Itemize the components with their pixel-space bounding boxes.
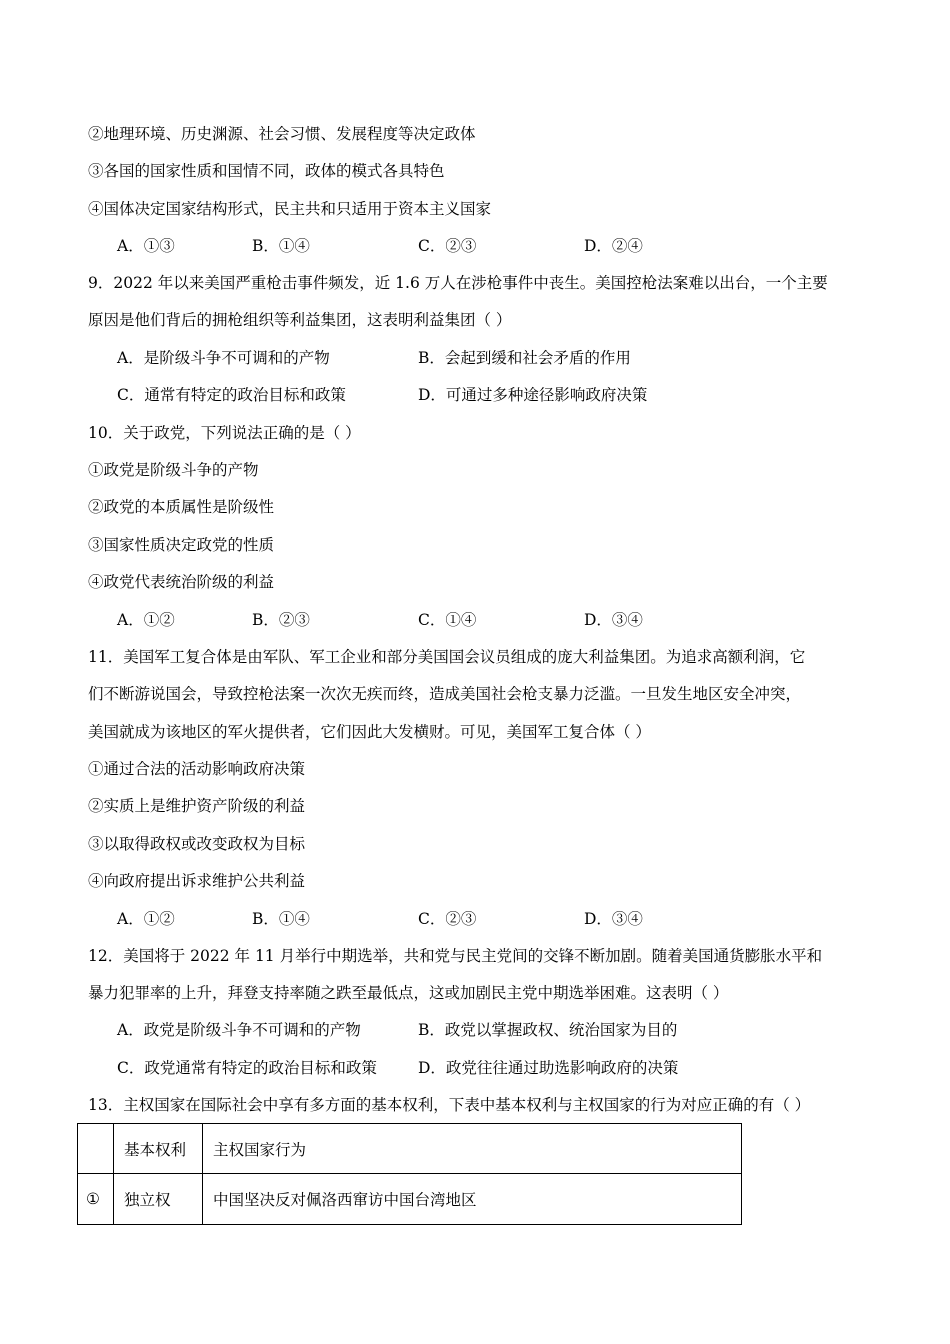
q11-stem-line-3: 美国就成为该地区的军火提供者，它们因此大发横财。可见，美国军工复合体（ ） <box>88 723 651 741</box>
q10-statement-3: ③国家性质决定政党的性质 <box>88 536 275 554</box>
q10-option-c: C．①④ <box>418 611 477 629</box>
q10-stem: 10．关于政党，下列说法正确的是（ ） <box>88 424 361 442</box>
statement-4: ④国体决定国家结构形式，民主共和只适用于资本主义国家 <box>88 200 492 218</box>
q10-statement-2: ②政党的本质属性是阶级性 <box>88 498 275 516</box>
table-header-cell: 基本权利 <box>114 1124 203 1174</box>
option-c: C．②③ <box>418 237 477 255</box>
q11-statement-2: ②实质上是维护资产阶级的利益 <box>88 797 306 815</box>
q10-statement-4: ④政党代表统治阶级的利益 <box>88 573 275 591</box>
q12-stem-line-1: 12．美国将于 2022 年 11 月举行中期选举，共和党与民主党间的交锋不断加剧。随着美国通货膨胀水平和 <box>88 947 823 965</box>
q11-stem-line-2: 们不断游说国会，导致控枪法案一次次无疾而终，造成美国社会枪支暴力泛滥。一旦发生地区安全冲突， <box>88 685 802 703</box>
q13-stem: 13．主权国家在国际社会中享有多方面的基本权利，下表中基本权利与主权国家的行为对应正确的有（ ） <box>88 1096 811 1114</box>
q9-stem-line-1: 9．2022 年以来美国严重枪击事件频发，近 1.6 万人在涉枪事件中丧生。美国控枪法案难以出台，一个主要 <box>88 274 828 292</box>
q11-statement-1: ①通过合法的活动影响政府决策 <box>88 760 306 778</box>
rights-table <box>77 1123 742 1225</box>
statement-3: ③各国的国家性质和国情不同，政体的模式各具特色 <box>88 162 445 180</box>
option-b: B．①④ <box>252 237 310 255</box>
q10-option-a: A．①② <box>117 611 175 629</box>
q10-option-d: D．③④ <box>584 611 643 629</box>
table-header-row <box>78 1124 742 1174</box>
q11-stem-line-1: 11．美国军工复合体是由军队、军工企业和部分美国国会议员组成的庞大利益集团。为追求高额利润，它 <box>88 648 806 666</box>
q9-option-d: D．可通过多种途径影响政府决策 <box>418 386 648 404</box>
q11-statement-4: ④向政府提出诉求维护公共利益 <box>88 872 306 890</box>
q9-option-a: A．是阶级斗争不可调和的产物 <box>117 349 330 367</box>
q11-option-b: B．①④ <box>252 910 310 928</box>
q12-option-a: A．政党是阶级斗争不可调和的产物 <box>117 1021 361 1039</box>
table-row <box>78 1174 742 1225</box>
q9-option-c: C．通常有特定的政治目标和政策 <box>117 386 346 404</box>
q10-option-b: B．②③ <box>252 611 310 629</box>
table-header-cell <box>78 1124 114 1174</box>
q10-statement-1: ①政党是阶级斗争的产物 <box>88 461 259 479</box>
option-a: A．①③ <box>117 237 175 255</box>
q11-option-c: C．②③ <box>418 910 477 928</box>
q9-option-b: B．会起到缓和社会矛盾的作用 <box>418 349 631 367</box>
table-header-cell: 主权国家行为 <box>203 1124 742 1174</box>
q11-option-d: D．③④ <box>584 910 643 928</box>
q9-stem-line-2: 原因是他们背后的拥枪组织等利益集团，这表明利益集团（ ） <box>88 311 512 329</box>
q11-statement-3: ③以取得政权或改变政权为目标 <box>88 835 306 853</box>
q12-option-c: C．政党通常有特定的政治目标和政策 <box>117 1059 377 1077</box>
option-d: D．②④ <box>584 237 643 255</box>
q11-option-a: A．①② <box>117 910 175 928</box>
q12-option-b: B．政党以掌握政权、统治国家为目的 <box>418 1021 678 1039</box>
q12-stem-line-2: 暴力犯罪率的上升，拜登支持率随之跌至最低点，这或加剧民主党中期选举困难。这表明（ ） <box>88 984 729 1002</box>
q12-option-d: D．政党往往通过助选影响政府的决策 <box>418 1059 679 1077</box>
table-cell: ① <box>78 1174 114 1225</box>
statement-2: ②地理环境、历史渊源、社会习惯、发展程度等决定政体 <box>88 125 476 143</box>
table-cell: 独立权 <box>114 1174 203 1225</box>
table-cell: 中国坚决反对佩洛西窜访中国台湾地区 <box>203 1174 742 1225</box>
